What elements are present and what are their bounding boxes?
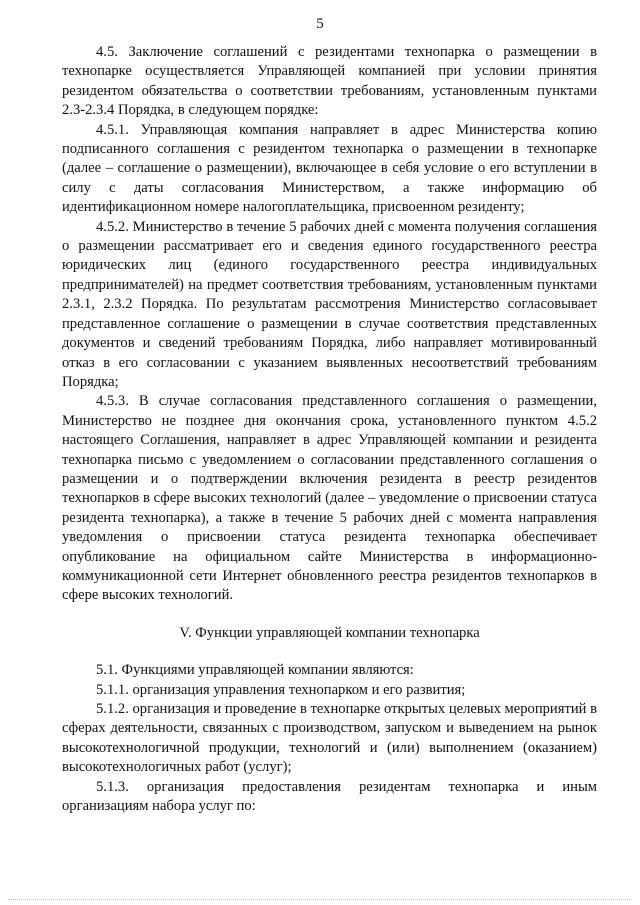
paragraph-4-5-3: 4.5.3. В случае согласования представленного соглашения о размещении, Министерство не позднее дня окончания срока, установленного пунктом 4.5.2 настоящего Соглашения, направляет в адрес Управляющей компании и резидента технопарка письмо с уведомлением о согласовании представленного соглашения о размещении и о подтверждении включения резидента в реестр резидентов технопарков в сфере высоких технологий (далее – уведомление о присвоении статуса резидента технопарка), а также в течение 5 рабочих дней с момента направления уведомления о присвоении статуса резидента технопарка обеспечивает опубликование на официальном сайте Министерства в информационно-коммуникационной сети Интернет обновленного реестра резидентов технопарков в сфере высоких технологий. [62, 393, 597, 604]
section-heading: V. Функции управляющей компании технопарка [179, 624, 480, 641]
paragraph-5-1-1: 5.1.1. организация управления технопарком и его развития; [96, 681, 466, 698]
page-number: 5 [316, 16, 324, 32]
paragraph-4-5-1: 4.5.1. Управляющая компания направляет в адрес Министерства копию подписанного соглашения с резидентом технопарка о размещении в технопарке (далее – соглашение о размещении), включающее в себя условие о его вступлении в силу с даты согласования Министерством, а также информацию об идентификационном номере налогоплательщика, присвоенном резиденту; [62, 121, 597, 216]
paragraph-4-5-2: 4.5.2. Министерство в течение 5 рабочих дней с момента получения соглашения о размещении рассматривает его и сведения единого государственного реестра юридических лиц (единого государственного реестра индивидуальных предпринимателей) на предмет соответствия требованиям, установленным пунктами 2.3.1, 2.3.2 Порядка. По результатам рассмотрения Министерство согласовывает представленное соглашение о размещении в случае соответствия представленных документов и сведений требованиям Порядка, либо направляет мотивированный отказ в его согласовании с указанием выявленных несоответствий требованиям Порядка; [62, 218, 597, 390]
paragraph-5-1: 5.1. Функциями управляющей компании являются: [96, 662, 414, 679]
paragraph-5-1-2: 5.1.2. организация и проведение в технопарке открытых целевых мероприятий в сферах деятельности, связанных с производством, запуском и выведением на рынок высокотехнологичной продукции, технологий и (или) выполнением (оказанием) высокотехнологичных работ (услуг); [62, 701, 597, 776]
paragraph-5-1-3: 5.1.3. организация предоставления резидентам технопарка и иным организациям набора услуг по: [62, 778, 597, 815]
paragraph-4-5: 4.5. Заключение соглашений с резидентами технопарка о размещении в технопарке осуществляется Управляющей компанией при условии принятия резидентом обязательства о соответствии требованиям, установленным пунктами 2.3-2.3.4 Порядка, в следующем порядке: [62, 44, 597, 119]
document-body [62, 43, 597, 816]
scan-edge-line [8, 899, 632, 900]
